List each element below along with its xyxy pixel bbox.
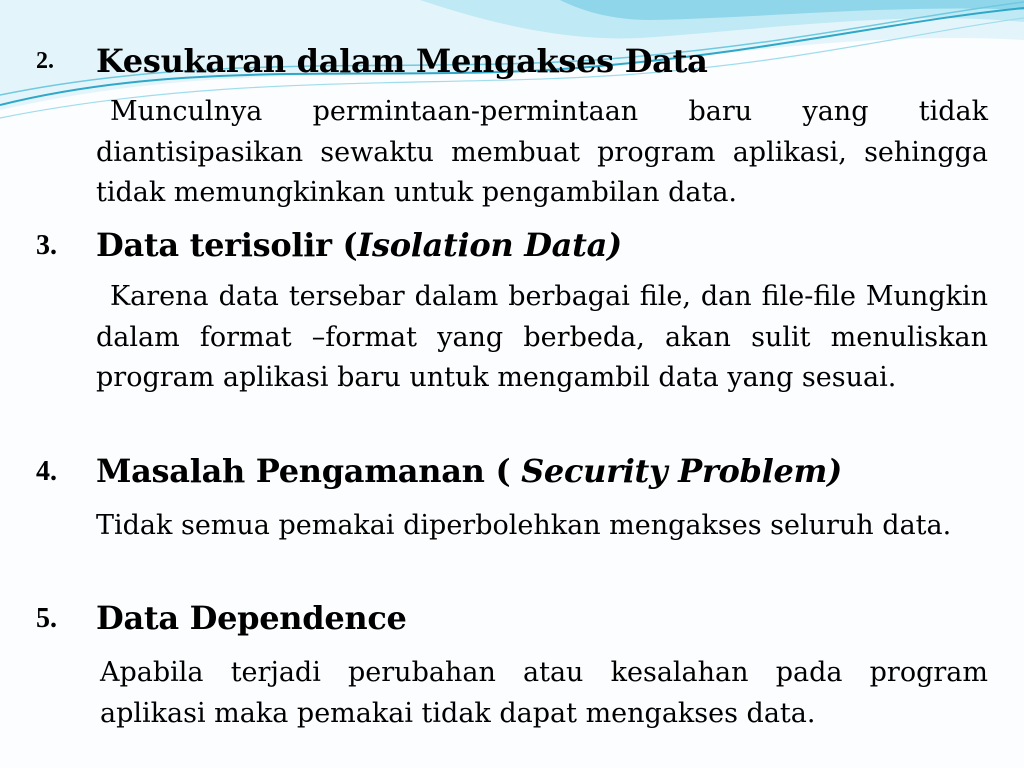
item-body: Apabila terjadi perubahan atau kesalahan pada program aplikasi maka pemakai tidak dapat mengakses data. <box>100 657 988 729</box>
heading-text: Data terisolir ( <box>96 226 358 264</box>
item-heading: Kesukaran dalam Mengakses Data <box>96 42 708 80</box>
heading-italic-text: Isolation Data) <box>357 226 622 264</box>
item-body: Munculnya permintaan-permintaan baru yang tidak diantisipasikan sewaktu membuat program aplikasi, sehingga tidak memungkinkan untuk pengambilan data. <box>96 96 988 208</box>
heading-italic-text: Security Problem) <box>521 452 842 490</box>
item-body: Tidak semua pemakai diperbolehkan mengakses seluruh data. <box>96 510 952 541</box>
item-heading: Data Dependence <box>96 599 407 637</box>
heading-text: Masalah Pengamanan ( <box>96 452 522 490</box>
item-body: Karena data tersebar dalam berbagai file, dan file-file Mungkin dalam format –format yang berbeda, akan sulit menuliskan program aplikasi baru untuk mengambil data yang sesuai. <box>96 281 988 393</box>
item-heading <box>96 226 622 264</box>
item-number: 4. <box>36 456 57 487</box>
item-number: 5. <box>36 603 57 634</box>
item-number: 2. <box>36 48 54 74</box>
item-heading <box>96 452 842 490</box>
item-number: 3. <box>36 230 57 261</box>
